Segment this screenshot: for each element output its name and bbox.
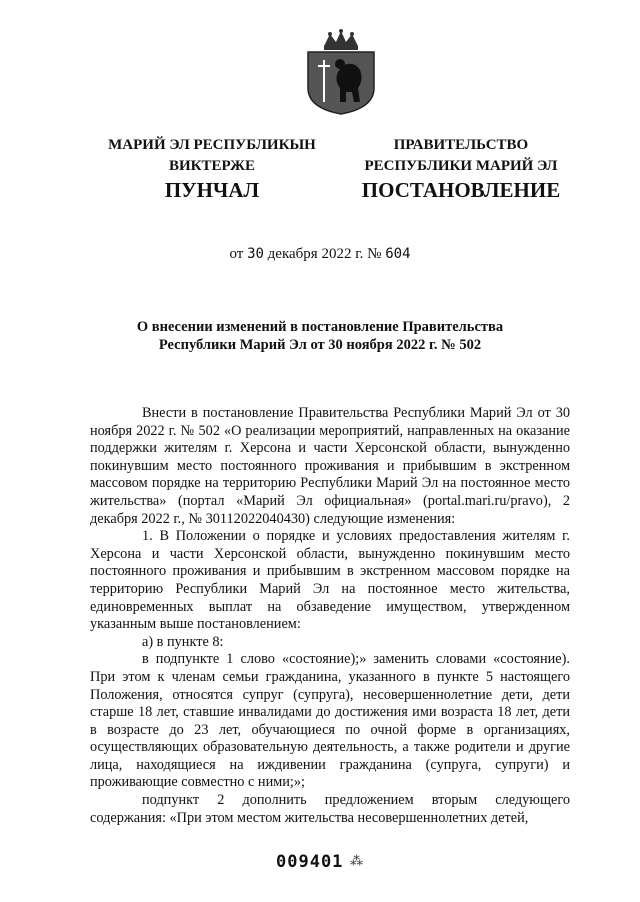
header-left	[96, 135, 328, 177]
header-left-line2: ВИКТЕРЖЕ	[168, 158, 256, 174]
header-left-line1: МАРИЙ ЭЛ РЕСПУБЛИКЫН	[108, 137, 316, 153]
title-line2: Республики Марий Эл от 30 ноября 2022 г. № 502	[158, 337, 482, 353]
date-day: 30	[247, 246, 264, 262]
header-right-line1: ПРАВИТЕЛЬСТВО	[393, 137, 529, 153]
serial-number: 009401	[276, 852, 344, 872]
header-right	[350, 135, 572, 177]
document-number: 604	[385, 246, 411, 262]
title-line1: О внесении изменений в постановление Правительства	[136, 319, 504, 335]
doc-type-mari: ПУНЧАЛ	[164, 178, 260, 202]
doc-type-russian: ПОСТАНОВЛЕНИЕ	[361, 178, 561, 202]
date-rest: декабря 2022 г. №	[267, 246, 382, 262]
date-prefix: от	[229, 246, 244, 262]
coat-of-arms-emblem	[302, 28, 380, 116]
serial-ornament: ⁂	[350, 853, 363, 868]
body-paragraph-3: а) в пункте 8:	[142, 633, 224, 650]
body-paragraph-4: в подпункте 1 слово «состояние);» заменить словами «состояние). При этом к членам семьи гражданина, указанного в пункте 5 настоящего Положения, относятся супруг (супруга), несовершеннолетние дети, дети старше 18 лет, ставшие инвалидами до достижения ими возраста 18 лет, дети в возрасте до 23 лет, обучающиеся по очной форме в организациях, осуществляющих образовательную деятельность, а также родители и другие лица, находящиеся на иждивении гражданина (супруга, супруги) и проживающие совместно с ними;»;	[90, 651, 570, 791]
body-paragraph-1: Внести в постановление Правительства Республики Марий Эл от 30 ноября 2022 г. № 502 «О реализации мероприятий, направленных на оказание поддержки жителям г. Херсона и части Херсонской области, вынужденно покинувшим место постоянного проживания и прибывшим в экстренном массовом порядке на территорию Республики Марий Эл на постоянное место жительства» (портал «Марий Эл официальная» (portal.mari.ru/pravo), 2 декабря 2022 г., № 30112022040430) следующие изменения:	[90, 405, 570, 527]
date-line	[0, 246, 640, 263]
body-paragraph-5: подпункт 2 дополнить предложением вторым следующего содержания: «При этом местом жительства несовершеннолетних детей,	[90, 792, 570, 826]
body-paragraph-2: 1. В Положении о порядке и условиях предоставления жителям г. Херсона и части Херсонской области, вынужденно покинувшим место постоянного проживания и прибывшим в экстренном массовом порядке на территорию Республики Марий Эл на постоянное место жительства, единовременных выплат на обзаведение имуществом, утвержденном указанным выше постановлением:	[90, 528, 570, 633]
header-right-line2: РЕСПУБЛИКИ МАРИЙ ЭЛ	[364, 158, 558, 174]
document-body	[90, 405, 570, 827]
document-title	[120, 318, 520, 354]
